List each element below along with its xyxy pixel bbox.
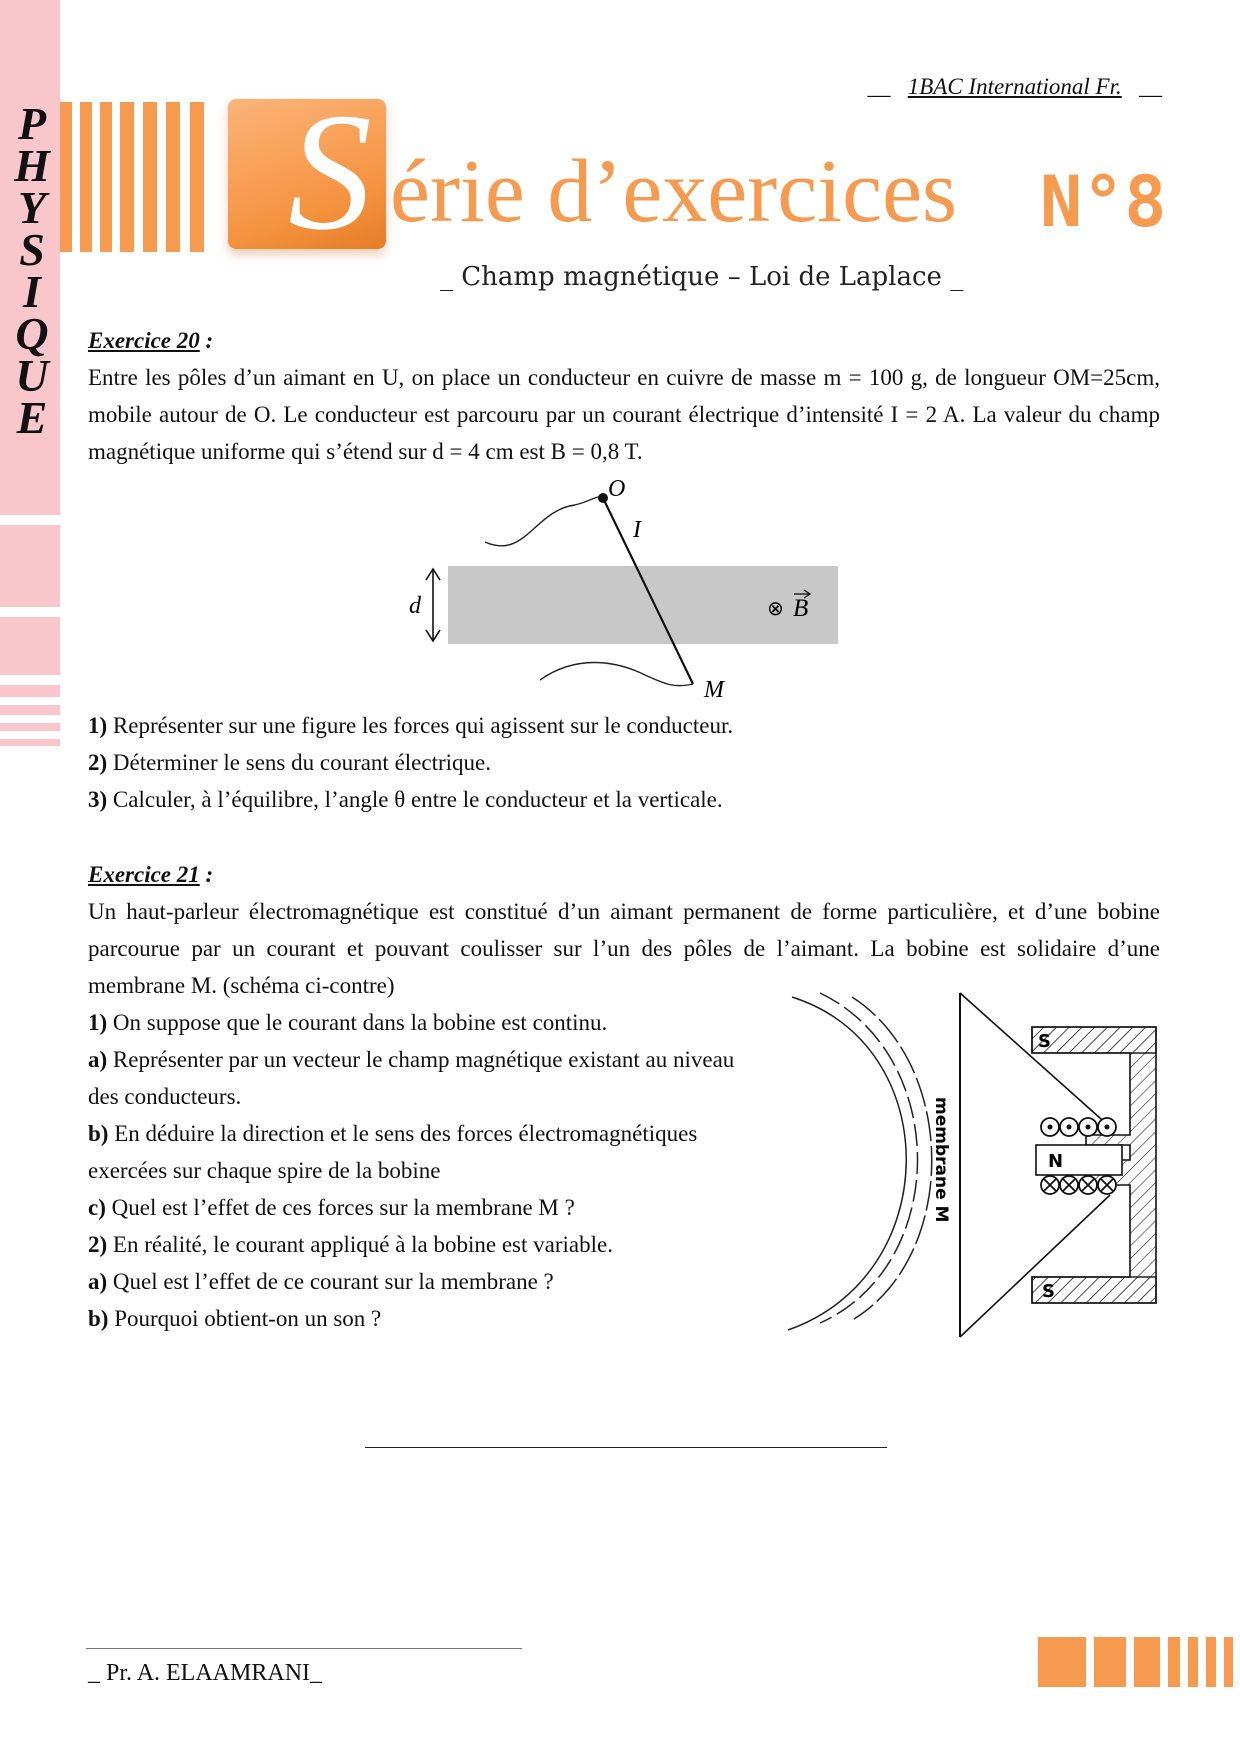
question-number: c) <box>88 1195 106 1220</box>
question-number: 1) <box>88 713 108 738</box>
footer-decoration <box>1188 1637 1198 1687</box>
footer-decoration <box>1094 1637 1126 1687</box>
label-membrane: membrane M <box>931 1097 951 1223</box>
question-text: Quel est l’effet de ce courant sur la membrane ? <box>107 1269 554 1294</box>
title-stripe <box>190 102 204 252</box>
title-stripe <box>120 102 134 252</box>
exercise-20-question <box>88 707 733 744</box>
question-number: 1) <box>88 1010 108 1035</box>
level-dash: __ <box>867 74 891 99</box>
label-d: d <box>409 593 421 619</box>
separator-line <box>365 1447 887 1448</box>
membrane-arc <box>852 997 932 1319</box>
sidebar-letter: Y <box>17 182 47 233</box>
question-text: En déduire la direction et le sens des forces électromagnétiques exercées sur chaque spire de la bobine <box>88 1121 698 1183</box>
exercise-20-statement: Entre les pôles d’un aimant en U, on place un conducteur en cuivre de masse m = 100 g, de longueur OM=25cm, mobile autour de O. Le conducteur est parcouru par un courant électrique d’intensité I = 2 A. La valeur du champ magnétique uniforme qui s’étend sur d = 4 cm est B = 0,8 T. <box>88 365 1160 464</box>
coil-top <box>1041 1118 1116 1136</box>
sidebar-vertical-word <box>14 98 50 443</box>
exercise-20-title <box>88 322 213 359</box>
title-stripe <box>80 102 92 252</box>
exercise-21-title <box>88 856 213 893</box>
sidebar-decoration <box>0 705 60 715</box>
footer-decoration <box>1168 1637 1180 1687</box>
page-title: érie d’exercices <box>390 142 958 241</box>
exercise-21-statement: Un haut-parleur électromagnétique est constitué d’un aimant permanent de forme particulière, et d’une bobine parcourue par un courant et pouvant coulisser sur l’un des pôles de l’aimant. La bobine est solidaire d’une membrane M. (schéma ci-contre) <box>88 899 1160 998</box>
question-text: Quel est l’effet de ces forces sur la membrane M ? <box>105 1195 575 1220</box>
wire-bottom <box>540 663 693 686</box>
level-text: 1BAC International Fr. <box>907 74 1122 99</box>
exercise-21-question <box>88 1263 554 1300</box>
label-north: N <box>1048 1151 1064 1172</box>
page-subtitle: _ Champ magnétique – Loi de Laplace _ <box>440 262 964 292</box>
sidebar-letter: S <box>19 224 45 275</box>
exercise-20-figure <box>405 470 855 710</box>
sidebar-letter: Q <box>15 308 49 359</box>
label-O: O <box>608 476 626 502</box>
exercise-20-question <box>88 744 491 781</box>
question-text: Déterminer le sens du courant électrique. <box>107 750 491 775</box>
wire-top <box>485 497 603 546</box>
sidebar-letter: H <box>14 140 50 191</box>
cone-edge <box>960 1195 1110 1337</box>
footer-decoration <box>1206 1637 1216 1687</box>
question-text: Représenter sur une figure les forces qui agissent sur le conducteur. <box>107 713 734 738</box>
title-initial: S <box>288 79 372 265</box>
label-M: M <box>704 677 724 703</box>
exercise-21-question <box>88 1115 768 1189</box>
pivot-point <box>598 493 608 503</box>
sidebar-decoration <box>0 617 60 675</box>
coil-bottom <box>1041 1176 1116 1194</box>
label-current: I <box>633 517 641 543</box>
question-number: 3) <box>88 787 108 812</box>
question-text: Calculer, à l’équilibre, l’angle θ entre le conducteur et la verticale. <box>107 787 723 812</box>
series-number: N°8 <box>1040 161 1167 243</box>
sidebar-letter: E <box>16 392 48 443</box>
question-number: b) <box>88 1121 109 1146</box>
sidebar-decoration <box>0 739 60 746</box>
footer-divider <box>86 1648 522 1649</box>
title-stripe <box>100 102 112 252</box>
footer-decoration <box>1038 1637 1086 1687</box>
title-stripe <box>166 102 180 252</box>
question-number: b) <box>88 1306 109 1331</box>
footer-decoration <box>1134 1637 1160 1687</box>
sidebar-letter: U <box>15 350 49 401</box>
level-label <box>867 74 1162 100</box>
exercise-21-question <box>88 1041 768 1115</box>
exercise-21-figure <box>780 985 1170 1340</box>
exercise-20-title-text: Exercice 20 <box>88 328 200 353</box>
question-text: Représenter par un vecteur le champ magnétique existant au niveau des conducteurs. <box>88 1047 735 1109</box>
author-name: _ Pr. A. ELAAMRANI_ <box>88 1660 323 1686</box>
sidebar-decoration <box>0 723 60 731</box>
sidebar-decoration <box>0 525 60 607</box>
exercise-21-question <box>88 1004 607 1041</box>
field-into-page-symbol: ⊗ <box>767 596 784 620</box>
membrane-arc <box>788 997 906 1330</box>
exercise-20-colon: : <box>205 328 214 353</box>
exercise-21-question <box>88 1189 575 1226</box>
title-stripe <box>143 102 157 252</box>
label-south-bottom: S <box>1042 1281 1055 1302</box>
exercise-21-colon: : <box>205 862 214 887</box>
question-number: a) <box>88 1047 108 1072</box>
exercise-21-title-text: Exercice 21 <box>88 862 200 887</box>
title-stripe <box>60 102 72 252</box>
level-dash: __ <box>1139 74 1162 99</box>
sidebar-decoration <box>0 685 60 697</box>
exercise-21-question <box>88 1300 381 1337</box>
exercise-20-question <box>88 781 723 818</box>
sidebar-letter: P <box>17 98 47 149</box>
question-number: 2) <box>88 1232 108 1257</box>
label-south-top: S <box>1038 1031 1051 1052</box>
footer-decoration <box>1224 1637 1233 1687</box>
label-B: B <box>793 595 809 622</box>
sidebar-letter: I <box>23 266 41 317</box>
question-number: 2) <box>88 750 108 775</box>
question-number: a) <box>88 1269 108 1294</box>
question-text: Pourquoi obtient-on un son ? <box>108 1306 382 1331</box>
exercise-21-question <box>88 1226 613 1263</box>
cone-edge <box>960 993 1110 1127</box>
question-text: On suppose que le courant dans la bobine est continu. <box>107 1010 608 1035</box>
question-text: En réalité, le courant appliqué à la bobine est variable. <box>107 1232 613 1257</box>
